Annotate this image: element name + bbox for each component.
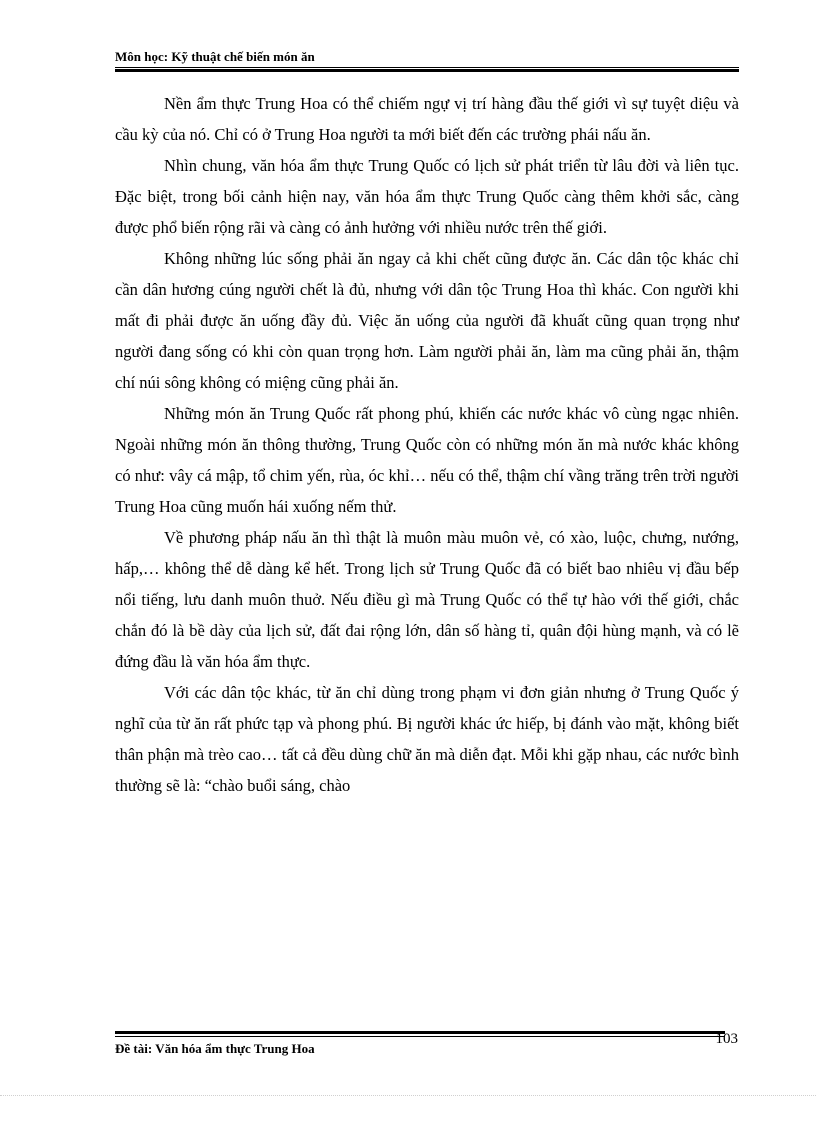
page-number: 103 [715,1031,738,1047]
paragraph-2: Nhìn chung, văn hóa ẩm thực Trung Quốc có lịch sử phát triển từ lâu đời và liên tục. Đặc biệt, trong bối cảnh hiện nay, văn hóa ẩm thực Trung Quốc càng thêm khởi sắc, càng được phổ biến rộng rãi và càng có ảnh hưởng với nhiều nước trên thế giới. [115,156,739,237]
paragraph-3: Không những lúc sống phải ăn ngay cả khi chết cũng được ăn. Các dân tộc khác chỉ cần dân hương cúng người chết là đủ, nhưng với dân tộc Trung Hoa thì khác. Con người khi mất đi phải được ăn uống đầy đủ. Việc ăn uống của người đã khuất cũng quan trọng như người đang sống có khi còn quan trọng hơn. Làm người phải ăn, làm ma cũng phải ăn, thậm chí núi sông không có miệng cũng phải ăn. [115,249,739,392]
page-footer-title: Đề tài: Văn hóa ẩm thực Trung Hoa [115,1041,315,1056]
page-edge-divider [0,1095,816,1096]
paragraph-4: Những món ăn Trung Quốc rất phong phú, khiến các nước khác vô cùng ngạc nhiên. Ngoài những món ăn thông thường, Trung Quốc còn có những món ăn mà nước khác không có như: vây cá mập, tổ chim yến, rùa, óc khỉ… nếu có thể, thậm chí vầng trăng trên trời người Trung Hoa cũng muốn hái xuống nếm thử. [115,404,739,516]
header-rule-thick [115,69,739,72]
header-rule-thin [115,67,739,68]
page-header-title: Môn học: Kỹ thuật chế biến món ăn [115,49,315,64]
footer-rule-thin [115,1036,725,1037]
body-text [115,88,739,801]
footer-rule-thick [115,1031,725,1034]
paragraph-6: Với các dân tộc khác, từ ăn chỉ dùng trong phạm vi đơn giản nhưng ở Trung Quốc ý nghĩ của từ ăn rất phức tạp và phong phú. Bị người khác ức hiếp, bị đánh vào mặt, không biết thân phận mà trèo cao… tất cả đều dùng chữ ăn mà diễn đạt. Mỗi khi gặp nhau, các nước bình thường sẽ là: “chào buổi sáng, chào [115,683,739,795]
paragraph-5: Về phương pháp nấu ăn thì thật là muôn màu muôn vẻ, có xào, luộc, chưng, nướng, hấp,… không thể dễ dàng kể hết. Trong lịch sử Trung Quốc đã có biết bao nhiêu vị đầu bếp nổi tiếng, lưu danh muôn thuở. Nếu điều gì mà Trung Quốc có thể tự hào với thế giới, chắc chắn đó là bề dày của lịch sử, đất đai rộng lớn, dân số hàng tỉ, quân đội hùng mạnh, và có lẽ đứng đầu là văn hóa ẩm thực. [115,528,739,671]
paragraph-1: Nền ẩm thực Trung Hoa có thể chiếm ngự vị trí hàng đầu thế giới vì sự tuyệt diệu và cầu kỳ của nó. Chỉ có ở Trung Hoa người ta mới biết đến các trường phái nấu ăn. [115,94,739,144]
